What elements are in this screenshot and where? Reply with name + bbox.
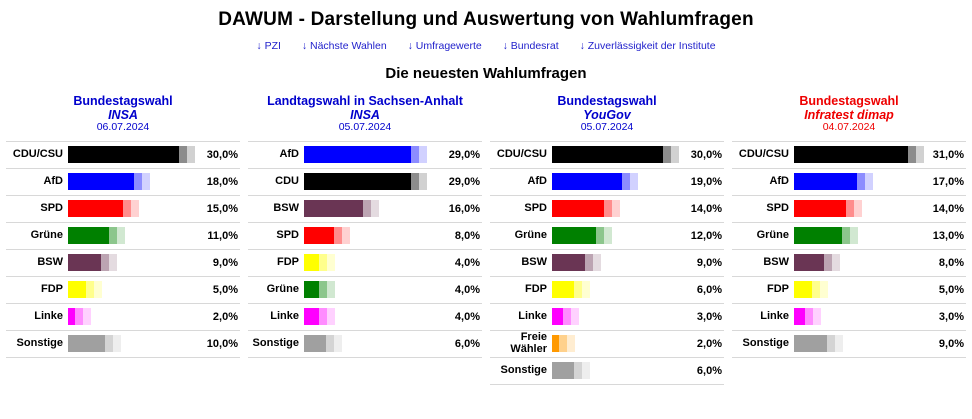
bar-main <box>552 200 604 217</box>
bar-margin-inner <box>363 200 371 217</box>
party-label: Grüne <box>514 228 547 241</box>
table-row[interactable] <box>248 169 482 196</box>
party-label: Linke <box>760 309 789 322</box>
bar-main <box>794 146 908 163</box>
bar-main <box>794 173 857 190</box>
value-label: 9,0% <box>212 256 238 269</box>
bar-margin-inner <box>101 254 109 271</box>
bar-margin-outer <box>835 335 843 352</box>
party-label: FDP <box>277 255 299 268</box>
bar-main <box>304 200 363 217</box>
bar-margin-outer <box>813 308 821 325</box>
poll-date: 04.07.2024 <box>822 121 876 133</box>
bar-main <box>552 227 596 244</box>
bar-area <box>304 222 440 249</box>
bar-area <box>794 195 922 222</box>
party-label: Linke <box>518 309 547 322</box>
table-row[interactable] <box>248 277 482 304</box>
bar-margin-outer <box>117 227 125 244</box>
bar-main <box>68 308 75 325</box>
bar-margin-inner <box>574 362 582 379</box>
bar-area <box>552 168 680 195</box>
page-title: DAWUM - Darstellung und Auswertung von Wahlumfragen <box>218 9 754 30</box>
bar-margin-outer <box>327 254 335 271</box>
bar-area <box>552 222 680 249</box>
bar-margin-inner <box>622 173 630 190</box>
value-label: 29,0% <box>448 175 480 188</box>
table-row[interactable] <box>490 142 724 169</box>
page-root <box>0 9 972 419</box>
bar-area <box>68 141 196 168</box>
bar-margin-outer <box>94 281 102 298</box>
bar-margin-inner <box>805 308 813 325</box>
bar-margin-outer <box>671 146 679 163</box>
bar-margin-outer <box>567 335 575 352</box>
bar-margin-inner <box>411 173 419 190</box>
party-label: AfD <box>43 174 63 187</box>
value-label: 4,0% <box>454 283 480 296</box>
bar-margin-inner <box>824 254 832 271</box>
bar-margin-inner <box>319 281 327 298</box>
bar-area <box>68 222 196 249</box>
table-row[interactable] <box>732 169 966 196</box>
party-label: AfD <box>279 147 299 160</box>
table-row[interactable] <box>732 142 966 169</box>
bar-margin-outer <box>593 254 601 271</box>
poll-panel-3 <box>732 94 966 358</box>
bar-margin-outer <box>327 308 335 325</box>
table-row[interactable] <box>6 223 240 250</box>
bar-main <box>68 146 179 163</box>
bar-area <box>68 249 196 276</box>
poll-election-title: Bundestagswahl <box>799 94 899 108</box>
bar-area <box>304 195 440 222</box>
party-label: SPD <box>766 201 789 214</box>
table-row[interactable] <box>490 304 724 331</box>
party-label: Sonstige <box>16 336 63 349</box>
bar-margin-inner <box>326 335 334 352</box>
bar-margin-outer <box>832 254 840 271</box>
value-label: 30,0% <box>206 148 238 161</box>
table-row[interactable] <box>732 223 966 250</box>
table-row[interactable] <box>732 304 966 331</box>
value-label: 9,0% <box>938 337 964 350</box>
bar-main <box>68 254 101 271</box>
bar-margin-outer <box>419 146 427 163</box>
bar-area <box>794 141 922 168</box>
bar-area <box>794 168 922 195</box>
party-label: Linke <box>34 309 63 322</box>
bar-area <box>304 249 440 276</box>
poll-date: 05.07.2024 <box>580 121 634 133</box>
poll-panel-2 <box>490 94 724 385</box>
value-label: 8,0% <box>454 229 480 242</box>
value-label: 2,0% <box>212 310 238 323</box>
party-label: BSW <box>273 201 299 214</box>
bar-main <box>794 335 827 352</box>
poll-institute: YouGov <box>583 108 631 122</box>
value-label: 3,0% <box>696 310 722 323</box>
value-label: 29,0% <box>448 148 480 161</box>
poll-panel-1 <box>248 94 482 358</box>
nav-link-zuverlaessigkeit[interactable]: ↓ Zuverlässigkeit der Institute <box>579 40 716 52</box>
party-label: Grüne <box>756 228 789 241</box>
poll-panels <box>0 94 972 385</box>
bar-main <box>68 335 105 352</box>
poll-election-title: Bundestagswahl <box>557 94 657 108</box>
bar-margin-inner <box>105 335 113 352</box>
table-row[interactable] <box>6 277 240 304</box>
party-label: CDU/CSU <box>738 147 789 160</box>
table-row[interactable] <box>6 250 240 277</box>
value-label: 6,0% <box>696 283 722 296</box>
poll-panel-header <box>248 94 482 134</box>
bar-area <box>794 303 922 330</box>
bar-margin-inner <box>846 200 854 217</box>
poll-panel-header <box>490 94 724 134</box>
value-label: 3,0% <box>938 310 964 323</box>
value-label: 6,0% <box>696 364 722 377</box>
bar-margin-outer <box>582 281 590 298</box>
table-row[interactable] <box>490 169 724 196</box>
value-label: 8,0% <box>938 256 964 269</box>
bar-area <box>552 303 680 330</box>
poll-institute: INSA <box>108 108 138 122</box>
value-label: 31,0% <box>932 148 964 161</box>
table-row[interactable] <box>248 250 482 277</box>
table-row[interactable] <box>6 196 240 223</box>
poll-rows <box>248 141 482 358</box>
section-title: Die neuesten Wahlumfragen <box>385 65 587 82</box>
bar-margin-inner <box>663 146 671 163</box>
value-label: 4,0% <box>454 310 480 323</box>
value-label: 4,0% <box>454 256 480 269</box>
bar-area <box>68 276 196 303</box>
bar-margin-outer <box>142 173 150 190</box>
bar-main <box>552 335 559 352</box>
party-label: Freie Wähler <box>510 331 547 355</box>
value-label: 9,0% <box>696 256 722 269</box>
poll-panel-0 <box>6 94 240 358</box>
bar-margin-inner <box>585 254 593 271</box>
bar-margin-outer <box>419 173 427 190</box>
party-label: Linke <box>270 309 299 322</box>
bar-margin-outer <box>187 146 195 163</box>
value-label: 5,0% <box>938 283 964 296</box>
bar-margin-outer <box>327 281 335 298</box>
party-label: Sonstige <box>500 363 547 376</box>
bar-margin-outer <box>334 335 342 352</box>
value-label: 11,0% <box>207 229 238 242</box>
bar-main <box>304 227 334 244</box>
nav-link-bundesrat[interactable]: ↓ Bundesrat <box>502 40 559 52</box>
poll-rows <box>732 141 966 358</box>
bar-margin-outer <box>371 200 379 217</box>
value-label: 12,0% <box>690 229 722 242</box>
value-label: 10,0% <box>206 337 238 350</box>
poll-institute: INSA <box>350 108 380 122</box>
table-row[interactable] <box>490 223 724 250</box>
table-row[interactable] <box>248 331 482 358</box>
bar-area <box>552 330 680 357</box>
bar-margin-outer <box>865 173 873 190</box>
table-row[interactable] <box>732 250 966 277</box>
bar-main <box>794 281 812 298</box>
nav-link-umfragewerte[interactable]: ↓ Umfragewerte <box>407 40 482 52</box>
bar-margin-inner <box>563 308 571 325</box>
bar-area <box>552 141 680 168</box>
value-label: 16,0% <box>448 202 480 215</box>
bar-margin-inner <box>334 227 342 244</box>
bar-area <box>68 168 196 195</box>
bar-main <box>304 146 411 163</box>
party-label: SPD <box>524 201 547 214</box>
bar-main <box>552 281 574 298</box>
bar-area <box>552 276 680 303</box>
bar-area <box>304 168 440 195</box>
party-label: FDP <box>525 282 547 295</box>
party-label: AfD <box>527 174 547 187</box>
table-row[interactable] <box>732 196 966 223</box>
poll-panel-header <box>6 94 240 134</box>
bar-margin-inner <box>908 146 916 163</box>
bar-margin-outer <box>582 362 590 379</box>
table-row[interactable] <box>6 169 240 196</box>
bar-main <box>794 254 824 271</box>
value-label: 14,0% <box>690 202 722 215</box>
value-label: 6,0% <box>454 337 480 350</box>
party-label: CDU <box>275 174 299 187</box>
table-row[interactable] <box>248 142 482 169</box>
bar-area <box>304 303 440 330</box>
bar-margin-outer <box>83 308 91 325</box>
party-label: CDU/CSU <box>12 147 63 160</box>
bar-main <box>552 362 574 379</box>
bar-main <box>304 254 319 271</box>
party-label: SPD <box>40 201 63 214</box>
bar-margin-outer <box>571 308 579 325</box>
bar-main <box>552 173 622 190</box>
table-row[interactable] <box>248 223 482 250</box>
bar-area <box>552 357 680 384</box>
bar-margin-outer <box>604 227 612 244</box>
bar-area <box>304 141 440 168</box>
poll-date: 06.07.2024 <box>96 121 150 133</box>
bar-margin-inner <box>123 200 131 217</box>
bar-main <box>304 173 411 190</box>
bar-margin-inner <box>319 254 327 271</box>
nav-link-naechste-wahlen[interactable]: ↓ Nächste Wahlen <box>301 40 387 52</box>
bar-area <box>68 195 196 222</box>
bar-main <box>304 308 319 325</box>
poll-rows <box>490 141 724 385</box>
bar-area <box>304 276 440 303</box>
nav-link-pzi[interactable]: ↓ PZI <box>256 40 281 52</box>
bar-margin-inner <box>86 281 94 298</box>
table-row[interactable] <box>6 331 240 358</box>
party-label: Grüne <box>30 228 63 241</box>
bar-margin-inner <box>559 335 567 352</box>
bar-main <box>68 173 134 190</box>
party-label: FDP <box>767 282 789 295</box>
table-row[interactable] <box>732 277 966 304</box>
party-label: Sonstige <box>742 336 789 349</box>
value-label: 14,0% <box>932 202 964 215</box>
bar-margin-inner <box>319 308 327 325</box>
bar-margin-outer <box>131 200 139 217</box>
table-row[interactable] <box>490 250 724 277</box>
bar-area <box>68 303 196 330</box>
bar-area <box>68 330 196 357</box>
bar-margin-outer <box>854 200 862 217</box>
table-row[interactable] <box>732 331 966 358</box>
bar-margin-outer <box>342 227 350 244</box>
table-row[interactable] <box>490 358 724 385</box>
bar-area <box>794 222 922 249</box>
value-label: 18,0% <box>206 175 238 188</box>
party-label: BSW <box>37 255 63 268</box>
table-row[interactable] <box>248 196 482 223</box>
value-label: 15,0% <box>206 202 238 215</box>
bar-margin-inner <box>179 146 187 163</box>
bar-margin-outer <box>113 335 121 352</box>
bar-margin-inner <box>134 173 142 190</box>
party-label: SPD <box>276 228 299 241</box>
bar-main <box>68 281 86 298</box>
bar-margin-outer <box>109 254 117 271</box>
bar-margin-inner <box>411 146 419 163</box>
bar-margin-inner <box>827 335 835 352</box>
bar-main <box>794 308 805 325</box>
bar-margin-outer <box>820 281 828 298</box>
poll-rows <box>6 141 240 358</box>
bar-area <box>304 330 440 357</box>
party-label: FDP <box>41 282 63 295</box>
value-label: 30,0% <box>690 148 722 161</box>
party-label: CDU/CSU <box>496 147 547 160</box>
poll-election-title: Bundestagswahl <box>73 94 173 108</box>
anchor-nav <box>0 40 972 52</box>
bar-margin-outer <box>630 173 638 190</box>
party-label: BSW <box>763 255 789 268</box>
bar-main <box>304 335 326 352</box>
value-label: 19,0% <box>690 175 722 188</box>
bar-main <box>68 200 123 217</box>
bar-main <box>68 227 109 244</box>
bar-main <box>552 146 663 163</box>
table-row[interactable] <box>6 304 240 331</box>
value-label: 13,0% <box>932 229 964 242</box>
value-label: 17,0% <box>932 175 964 188</box>
bar-margin-outer <box>850 227 858 244</box>
bar-margin-inner <box>604 200 612 217</box>
bar-margin-inner <box>109 227 117 244</box>
bar-margin-outer <box>916 146 924 163</box>
table-row[interactable] <box>490 331 724 358</box>
bar-margin-inner <box>75 308 83 325</box>
bar-area <box>552 249 680 276</box>
bar-main <box>794 227 842 244</box>
bar-main <box>794 200 846 217</box>
poll-institute: Infratest dimap <box>804 108 894 122</box>
bar-margin-inner <box>596 227 604 244</box>
party-label: Sonstige <box>252 336 299 349</box>
value-label: 2,0% <box>696 337 722 350</box>
party-label: AfD <box>769 174 789 187</box>
bar-area <box>794 330 922 357</box>
bar-margin-inner <box>812 281 820 298</box>
bar-main <box>552 308 563 325</box>
bar-margin-outer <box>612 200 620 217</box>
table-row[interactable] <box>6 142 240 169</box>
bar-margin-inner <box>574 281 582 298</box>
bar-main <box>304 281 319 298</box>
bar-main <box>552 254 585 271</box>
bar-margin-inner <box>857 173 865 190</box>
bar-area <box>794 249 922 276</box>
table-row[interactable] <box>490 277 724 304</box>
bar-area <box>552 195 680 222</box>
table-row[interactable] <box>490 196 724 223</box>
party-label: BSW <box>521 255 547 268</box>
poll-date: 05.07.2024 <box>338 121 392 133</box>
value-label: 5,0% <box>212 283 238 296</box>
poll-panel-header <box>732 94 966 134</box>
poll-election-title: Landtagswahl in Sachsen-Anhalt <box>267 94 463 108</box>
bar-area <box>794 276 922 303</box>
bar-margin-inner <box>842 227 850 244</box>
table-row[interactable] <box>248 304 482 331</box>
party-label: Grüne <box>266 282 299 295</box>
